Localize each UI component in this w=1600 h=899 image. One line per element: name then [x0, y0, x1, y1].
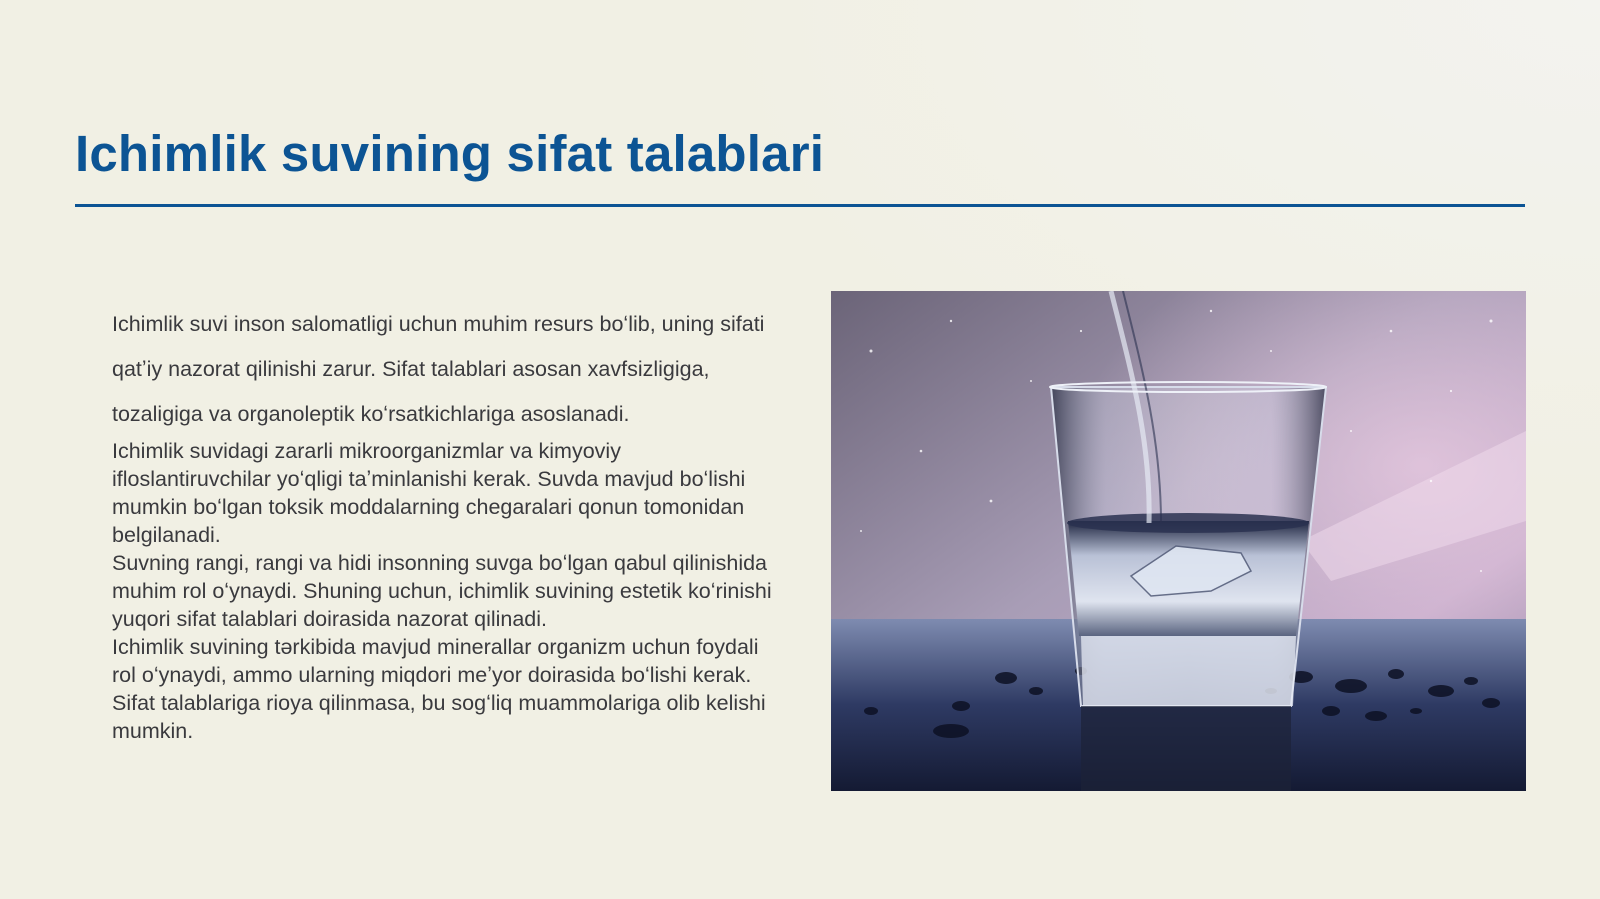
paragraph-4: Ichimlik suvining tərkibida mavjud minerallar organizm uchun foydali rol oʻynaydi, ammo ularning miqdori meʼyor doirasida boʻlishi kerak. Sifat talablariga rioya qilinmasa, bu sogʻliq muammolariga olib kelishi mumkin. [112, 635, 766, 743]
glass-of-water-icon [831, 291, 1526, 791]
body-text [112, 302, 782, 745]
paragraph-1: Ichimlik suvi inson salomatligi uchun muhim resurs boʻlib, uning sifati qatʼiy nazorat qilinishi zarur. Sifat talablari asosan xavfsizligiga, tozaligiga va organoleptik koʻrsatkichlariga asoslanadi. [112, 312, 765, 426]
paragraph-3: Suvning rangi, rangi va hidi insonning suvga boʻlgan qabul qilinishida muhim rol oʻynaydi. Shuning uchun, ichimlik suvining estetik koʻrinishi yuqori sifat talablari doirasida nazorat qilinadi. [112, 551, 772, 631]
title-divider [75, 204, 1525, 207]
paragraph-2: Ichimlik suvidagi zararli mikroorganizmlar va kimyoviy ifloslantiruvchilar yoʻqligi taʼminlanishi kerak. Suvda mavjud boʻlishi mumkin boʻlgan toksik moddalarning chegaralari qonun tomonidan belgilanadi. [112, 439, 746, 547]
water-glass-photo [831, 291, 1526, 791]
slide-title: Ichimlik suvining sifat talablari [75, 125, 825, 182]
